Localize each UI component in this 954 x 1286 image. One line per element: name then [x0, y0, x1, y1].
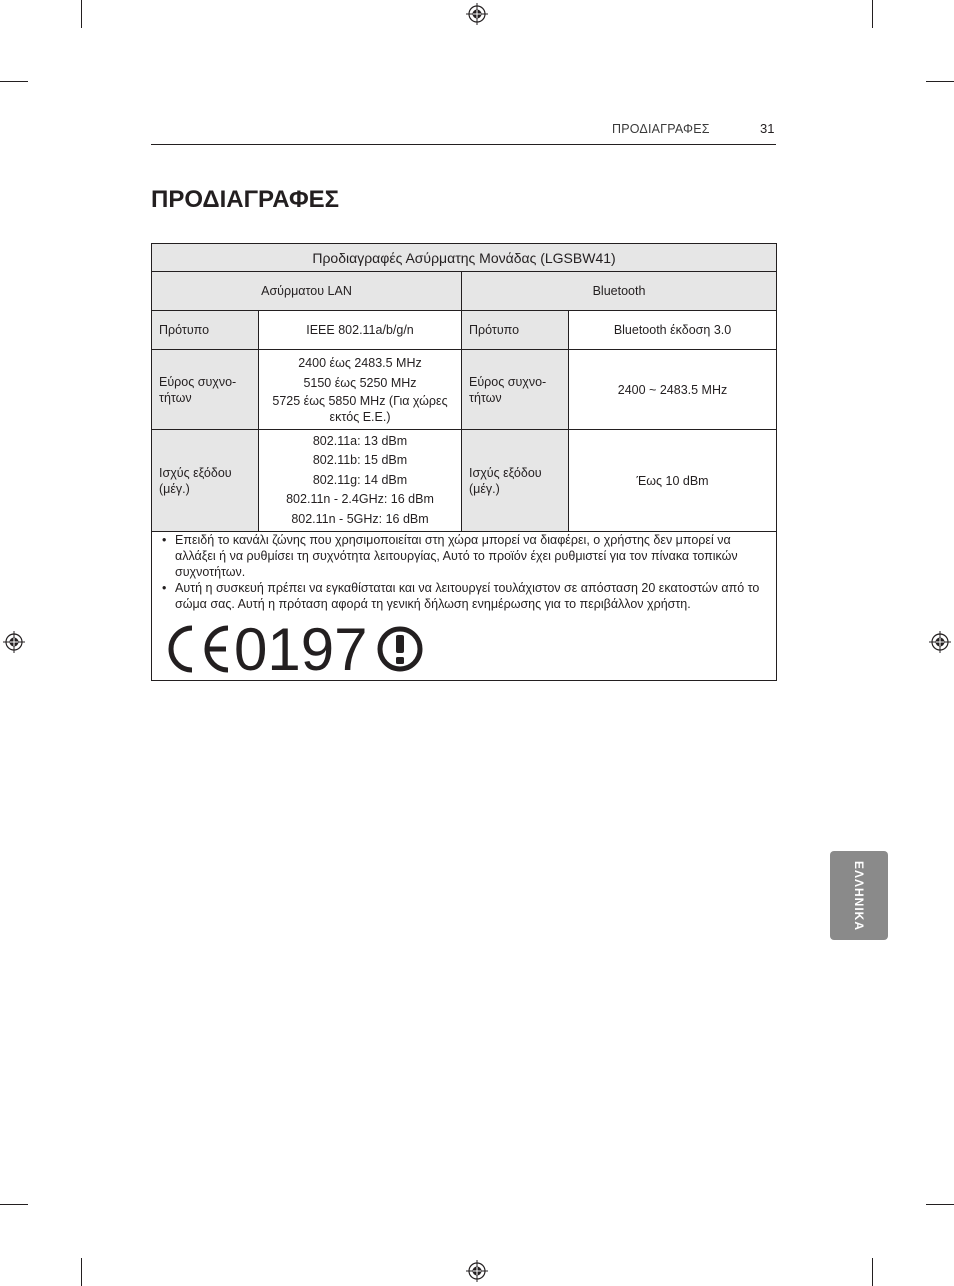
wlan-power-value: 802.11n - 2.4GHz: 16 dBm — [286, 492, 434, 507]
language-tab — [830, 851, 888, 940]
crop-mark — [926, 81, 954, 82]
wlan-power-value: 802.11a: 13 dBm — [312, 433, 408, 448]
wlan-frequency-values — [259, 350, 462, 430]
note-text: Επειδή το κανάλι ζώνης που χρησιμοποιείται στη χώρα μπορεί να διαφέρει, ο χρήστης δεν μπορεί να αλλάξει ή να ρυθμίσει τη συχνότητα λειτουργίας, Αυτό το προϊόν έχει ρυθμιστεί για τον πίνακα τοπικών συχνοτήτων. — [175, 533, 738, 579]
page-number: 31 — [760, 121, 775, 136]
table-caption: Προδιαγραφές Ασύρματης Μονάδας (LGSBW41) — [152, 244, 777, 272]
bluetooth-header: Bluetooth — [462, 272, 777, 311]
bt-power-value: Έως 10 dBm — [569, 430, 777, 532]
registration-mark-icon — [929, 631, 951, 653]
ce-marking — [162, 620, 769, 680]
running-header-section: ΠΡΟΔΙΑΓΡΑΦΕΣ — [612, 122, 710, 136]
spec-table — [151, 243, 777, 681]
registration-mark-icon — [466, 3, 488, 25]
table-row — [152, 350, 777, 430]
bt-standard-label: Πρότυπο — [462, 311, 569, 350]
language-tab-label: ΕΛΛΗΝΙΚΑ — [852, 860, 866, 931]
note-text: Αυτή η συσκευή πρέπει να εγκαθίσταται και να λειτουργεί τουλάχιστον σε απόσταση 20 εκατοστών από το σώμα σας. Αυτή η πρόταση αφορά τη γενική δήλωση ενημέρωσης για το περιβάλλον χρήστη. — [175, 581, 760, 611]
wlan-standard-value: IEEE 802.11a/b/g/n — [259, 311, 462, 350]
frequency-label: Εύρος συχνο-τήτων — [152, 350, 259, 430]
bt-frequency-value: 2400 ~ 2483.5 MHz — [569, 350, 777, 430]
wlan-frequency-value: 5725 έως 5850 MHz (Για χώρες εκτός Ε.Ε.) — [272, 394, 448, 424]
table-caption-row — [152, 244, 777, 272]
bullet: • — [162, 533, 167, 547]
table-row — [152, 430, 777, 532]
table-row — [152, 311, 777, 350]
table-header-row — [152, 272, 777, 311]
list-item — [159, 532, 769, 580]
page-title: ΠΡΟΔΙΑΓΡΑΦΕΣ — [151, 186, 340, 213]
wlan-header: Ασύρματου LAN — [152, 272, 462, 311]
ce-0197-alert-icon — [162, 620, 432, 678]
ce-notified-body-number: 0197 — [234, 620, 368, 678]
registration-mark-icon — [3, 631, 25, 653]
bt-standard-value: Bluetooth έκδοση 3.0 — [569, 311, 777, 350]
power-label: Ισχύς εξόδου (μέγ.) — [152, 430, 259, 532]
crop-mark — [872, 1258, 873, 1286]
crop-mark — [81, 1258, 82, 1286]
wlan-power-value: 802.11b: 15 dBm — [312, 453, 408, 468]
registration-mark-icon — [466, 1260, 488, 1282]
notes-cell — [152, 532, 777, 681]
crop-mark — [0, 81, 28, 82]
notes-row — [152, 532, 777, 681]
wlan-power-value: 802.11g: 14 dBm — [312, 472, 408, 487]
crop-mark — [81, 0, 82, 28]
crop-mark — [926, 1204, 954, 1205]
wlan-power-value: 802.11n - 5GHz: 16 dBm — [291, 511, 429, 526]
header-rule — [151, 144, 776, 145]
wlan-frequency-value: 5150 έως 5250 MHz — [303, 375, 417, 390]
bt-frequency-label: Εύρος συχνο-τήτων — [462, 350, 569, 430]
notes-list — [159, 532, 769, 612]
wlan-frequency-value: 2400 έως 2483.5 MHz — [298, 356, 422, 370]
crop-mark — [872, 0, 873, 28]
list-item — [159, 580, 769, 612]
wlan-power-values — [259, 430, 462, 532]
bt-power-label: Ισχύς εξόδου (μέγ.) — [462, 430, 569, 532]
crop-mark — [0, 1204, 28, 1205]
standard-label: Πρότυπο — [152, 311, 259, 350]
bullet: • — [162, 581, 167, 595]
